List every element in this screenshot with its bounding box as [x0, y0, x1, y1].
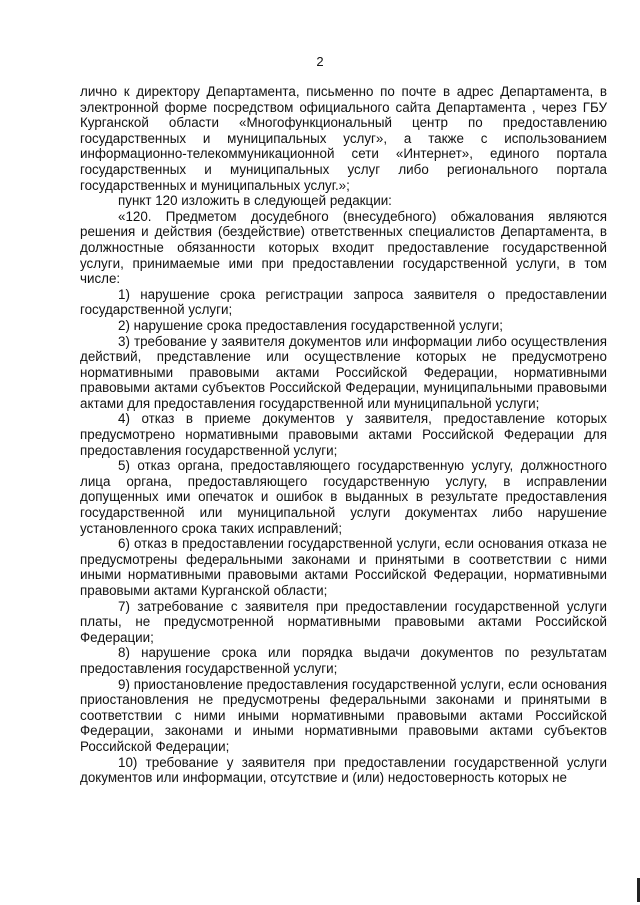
- list-item-4: 4) отказ в приеме документов у заявителя, предоставление которых предусмотрено нормативными правовыми актами Российской Федерации для предоставления государственной услуги;: [80, 411, 607, 458]
- page-number: 2: [316, 54, 324, 69]
- list-item-6: 6) отказ в предоставлении государственной услуги, если основания отказа не предусмотрены федеральными законами и принятыми в соответствии с ними иными нормативными правовыми актами Российской Федерации, нормативными правовыми актами Курганской области;: [80, 536, 607, 598]
- list-item-7: 7) затребование с заявителя при предоставлении государственной услуги платы, не предусмотренной нормативными правовыми актами Российской Федерации;: [80, 598, 607, 645]
- list-item-3: 3) требование у заявителя документов или информации либо осуществления действий, представление или осуществление которых не предусмотрено нормативными правовыми актами Российской Федерации, нормативными правовыми актами субъектов Российской Федерации, муниципальными правовыми актами для предоставления государственной или муниципальной услуги;: [80, 333, 607, 411]
- paragraph-continuation: лично к директору Департамента, письменно по почте в адрес Департамента, в электронной форме посредством официального сайта Департамента , через ГБУ Курганской области «Многофункциональный центр по предоставлению государственных и муниципальных услуг», а также с использованием информационно-телекоммуникационной сети «Интернет», единого портала государственных и муниципальных услуг либо регионального портала государственных и муниципальных услуг.»;: [80, 84, 607, 193]
- list-item-5: 5) отказ органа, предоставляющего государственную услугу, должностного лица органа, предоставляющего государственную услугу, в исправлении допущенных ими опечаток и ошибок в выданных в результате предоставления государственной или муниципальной услуги документах либо нарушение установленного срока таких исправлений;: [80, 458, 607, 536]
- list-item-8: 8) нарушение срока или порядка выдачи документов по результатам предоставления государственной услуги;: [80, 645, 607, 676]
- list-item-2: 2) нарушение срока предоставления государственной услуги;: [118, 317, 503, 333]
- list-item-1: 1) нарушение срока регистрации запроса заявителя о предоставлении государственной услуги;: [80, 286, 607, 318]
- paragraph-amendment-instruction: пункт 120 изложить в следующей редакции:: [118, 193, 392, 209]
- paragraph-clause-120: «120. Предметом досудебного (внесудебного) обжалования являются решения и действия (бездействие) ответственных специалистов Департамента, в должностные обязанности которых входит предоставление государственной услуги, принимаемые ими при предоставлении государственной услуги, в том числе:: [80, 208, 607, 287]
- body-text: [80, 84, 607, 786]
- list-item-10: 10) требование у заявителя при предоставлении государственной услуги документов или информации, отсутствие и (или) недостоверность которых не: [80, 754, 607, 786]
- list-item-9: 9) приостановление предоставления государственной услуги, если основания приостановления не предусмотрены федеральными законами и принятыми в соответствии с ними иными нормативными правовыми актами Российской Федерации, законами и иными нормативными правовыми актами субъектов Российской Федерации;: [80, 676, 607, 754]
